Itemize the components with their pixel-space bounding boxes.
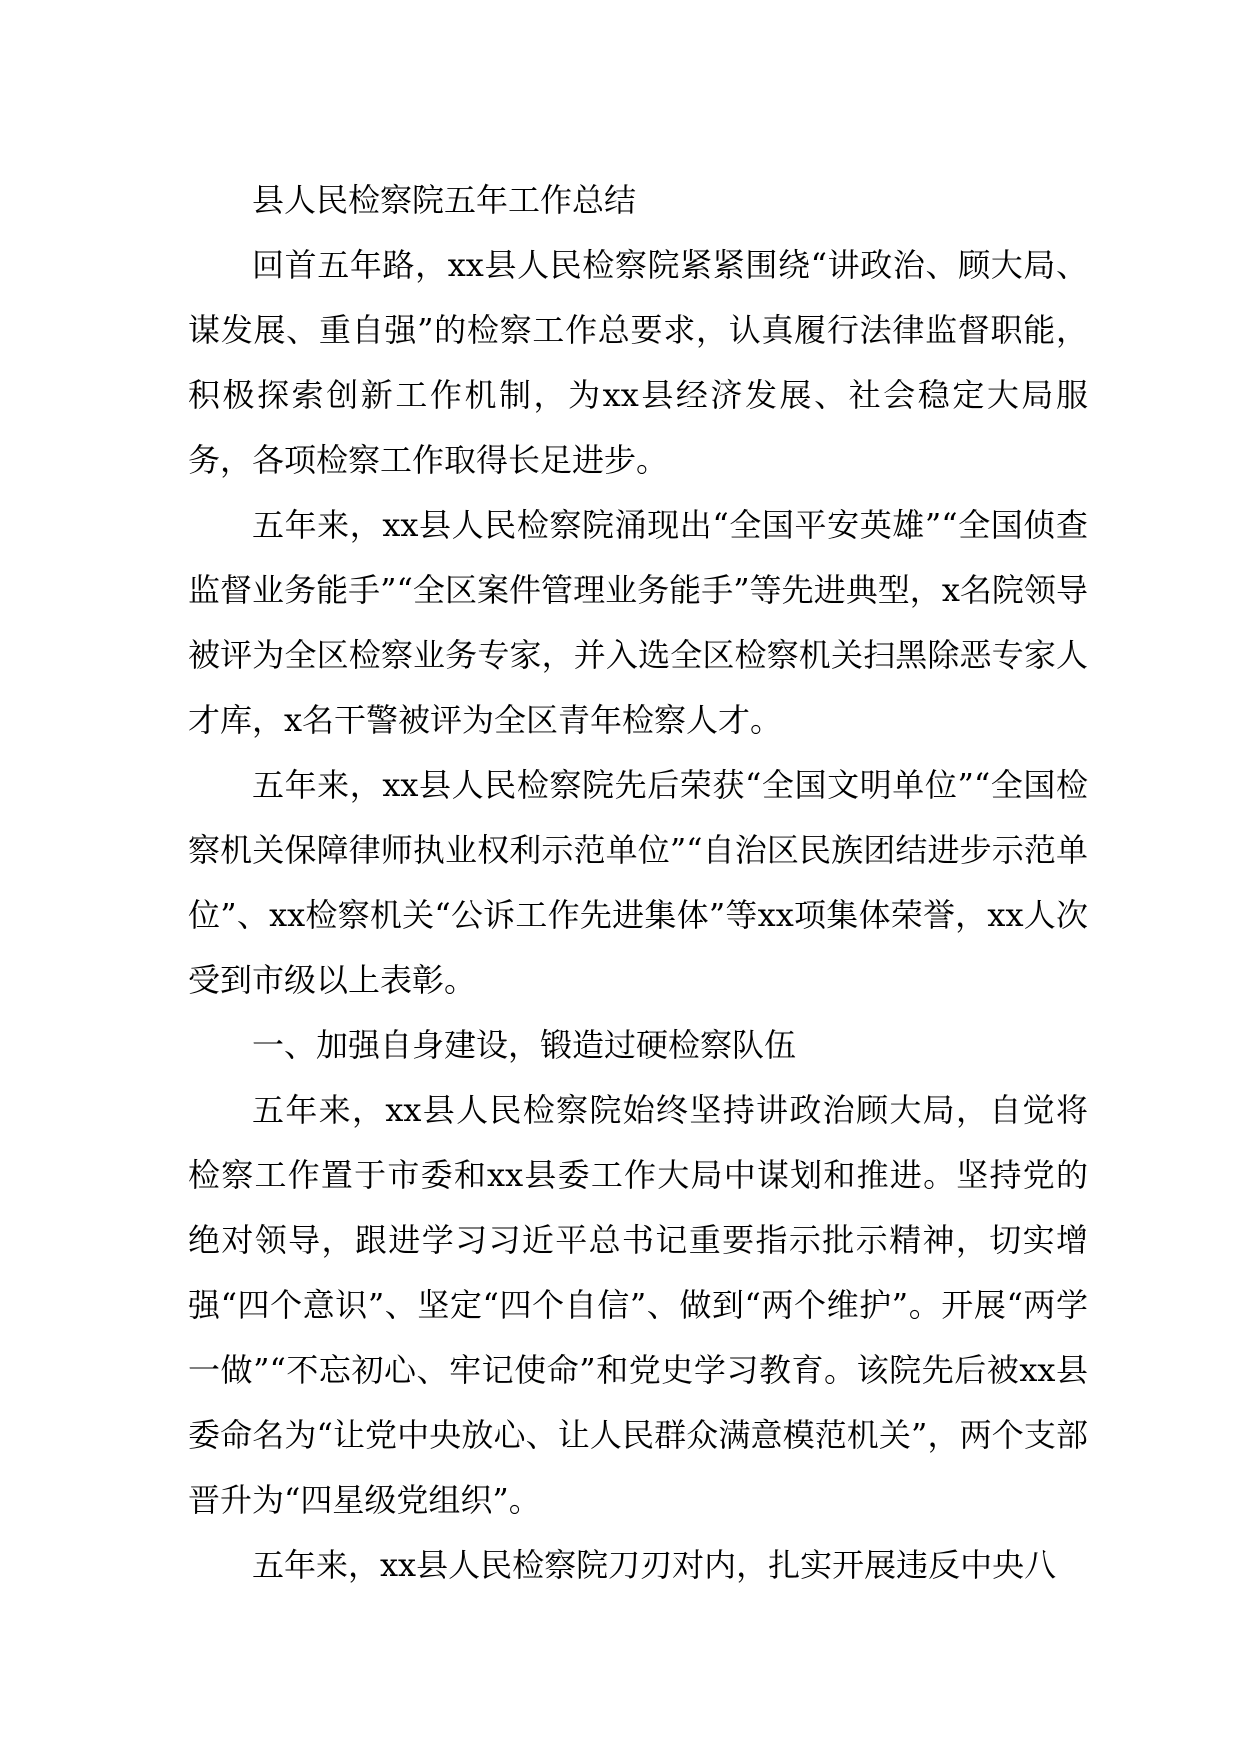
paragraph-party-building: 五年来，xx县人民检察院始终坚持讲政治顾大局，自觉将检察工作置于市委和xx县委工作大局中谋划和推进。坚持党的绝对领导，跟进学习习近平总书记重要指示批示精神，切实增强“四个意识”、坚定“四个自信”、做到“两个维护”。开展“两学一做”“不忘初心、牢记使命”和党史学习教育。该院先后被xx县委命名为“让党中央放心、让人民群众满意模范机关”，两个支部晋升为“四星级党组织”。 [188, 1091, 1088, 1519]
document-title: 县人民检察院五年工作总结 [252, 181, 637, 219]
paragraph-intro: 回首五年路，xx县人民检察院紧紧围绕“讲政治、顾大局、谋发展、重自强”的检察工作总要求，认真履行法律监督职能，积极探索创新工作机制，为xx县经济发展、社会稳定大局服务，各项检察工作取得长足进步。 [188, 246, 1088, 479]
paragraph-honors: 五年来，xx县人民检察院先后荣获“全国文明单位”“全国检察机关保障律师执业权利示范单位”“自治区民族团结进步示范单位”、xx检察机关“公诉工作先进集体”等xx项集体荣誉，xx人次受到市级以上表彰。 [188, 766, 1088, 999]
document-body [188, 168, 1088, 1598]
section-heading: 一、加强自身建设，锻造过硬检察队伍 [252, 1026, 797, 1064]
paragraph-discipline: 五年来，xx县人民检察院刀刃对内，扎实开展违反中央八 [252, 1546, 1057, 1584]
paragraph-advanced-models: 五年来，xx县人民检察院涌现出“全国平安英雄”“全国侦查监督业务能手”“全区案件管理业务能手”等先进典型，x名院领导被评为全区检察业务专家，并入选全区检察机关扫黑除恶专家人才库，x名干警被评为全区青年检察人才。 [188, 506, 1088, 739]
